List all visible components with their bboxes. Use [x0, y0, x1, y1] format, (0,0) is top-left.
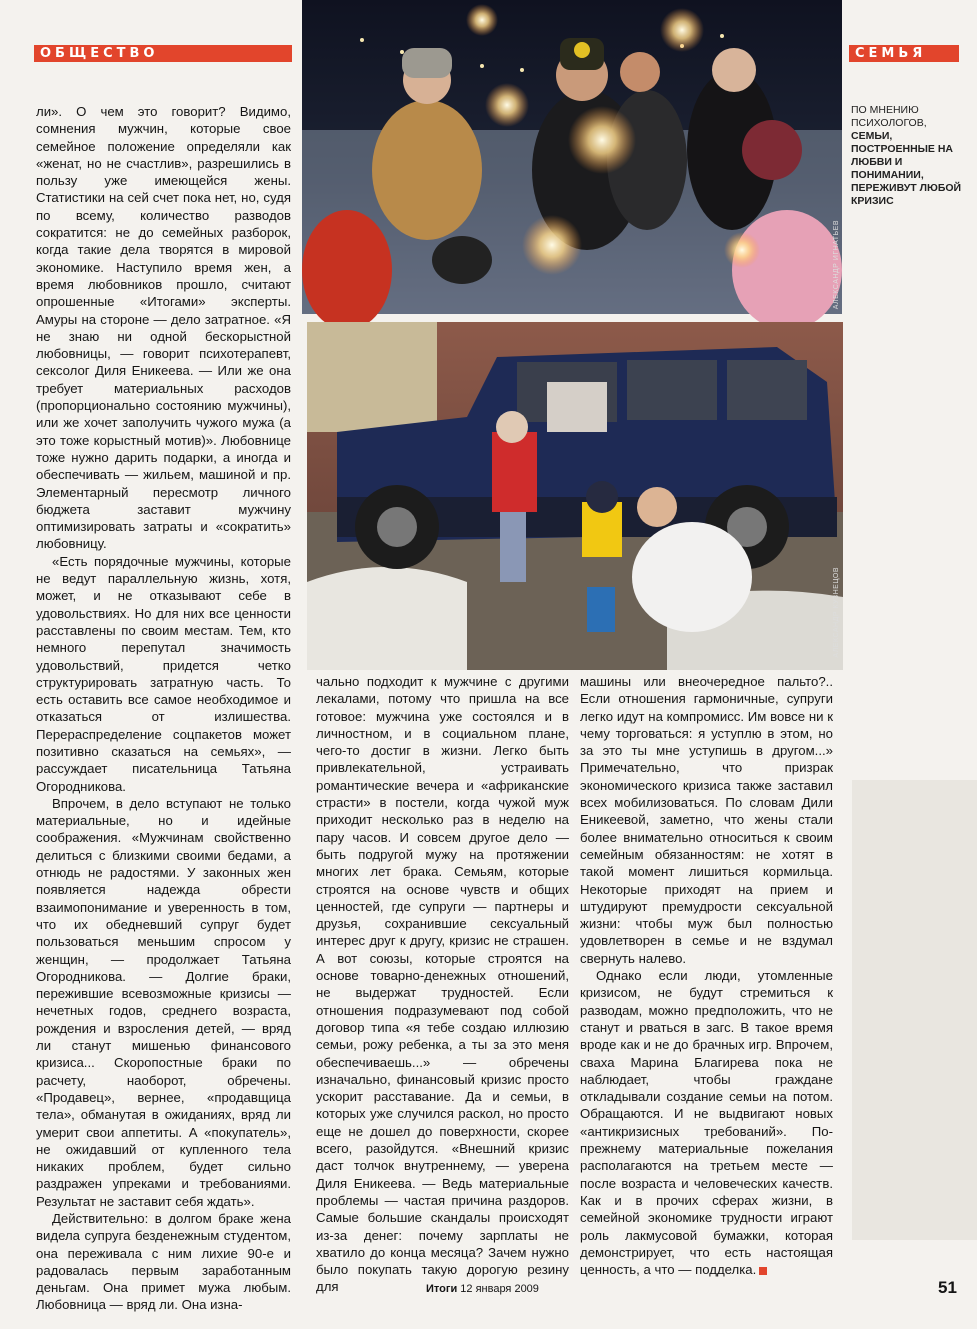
- page-number: 51: [938, 1278, 957, 1297]
- photo-sparklers-image: [302, 0, 842, 314]
- article-column-3: [580, 673, 833, 1278]
- caption-bold: СЕМЬИ, ПОСТРОЕННЫЕ НА ЛЮБВИ И ПОНИМАНИИ, ПЕРЕЖИВУТ ЛЮБОЙ КРИЗИС: [851, 130, 962, 207]
- caption-lead: ПО МНЕНИЮ ПСИХОЛОГОВ,: [851, 104, 927, 129]
- end-mark-icon: [759, 1267, 767, 1275]
- col3-para-1: машины или внеочередное пальто?.. Если отношения гармоничные, супруги легко идут на компромисс. Им вовсе ни к чему торговаться: я уступлю в этом, но за это ты мне уступишь в другом...» Примечательно, что призрак экономического кризиса также заставил всех мобилизоваться. По словам Дили Еникеевой, заметно, что жены стали более внимательно относиться к своим семейным обязанностям: не хотят в такой момент лишиться кормильца. Некоторые приходят на прием и штудируют премудрости сексуальной жизни: чтобы муж был полностью удовлетворен в семье и не вздумал свернуть налево.: [580, 674, 833, 966]
- photo-suv-image: [307, 322, 843, 670]
- photo-credit-top: АЛЕКСАНДР ИГНАТЬЕВ: [833, 220, 840, 310]
- photo-credit-bottom: АЛЕКСАНДР КУЗНЕЦОВ: [833, 567, 840, 658]
- col2-para-1: чально подходит к мужчине с другими лекалами, потому что пришла на все готовое: мужчина уже состоялся и в личностном, и в социальном плане, чего-то достиг в жизни. Легко быть привлекательной, устраивать романтические вечера и «африканские страсти» в постели, когда чужой муж приходит несколько раз в неделю на пару часов. И совсем другое дело — быть подругой мужу на протяжении многих лет брака. Семьям, которые строятся на основе чувств и общих ценностей, где супруги — партнеры и друзья, сохранившие сексуальный интерес друг к другу, кризис не страшен. А вот союзы, которые строятся на основе товарно-денежных отношений, не выдержат трудностей. Если отношения подразумевают под собой договор типа «я тебе создаю иллюзию семьи, рожу ребенка, а ты за это меня обеспечиваешь...» — обречены изначально, финансовый кризис просто ускорит расставание. Да и семьи, в которых уже случился раскол, но просто еще не дошел до поверхности, скорее всего, разойдутся. «Внешний кризис даст толчок внутреннему, — уверена Диля Еникеева. — Ведь материальные проблемы — частая причина раздоров. Самые большие скандалы происходят из-за денег: почему зарплаты не хватило до конца месяца? Зачем нужно было покупать такую дорогую резину для: [316, 674, 569, 1295]
- photo-caption: [851, 104, 963, 208]
- col1-para-1: ли». О чем это говорит? Видимо, сомнения мужчин, которые свое семейное положение определяли как «женат, но не счастлив», разрешились в пользу уже имеющейся жены. Статистики на сей счет пока нет, но, судя по всему, количество разводов сократится: не до семейных разборок, когда такие дела творятся в мировой экономике. Наступило время жен, а время любовников прошло, считают опрошенные «Итогами» эксперты. Амуры на стороне — дело затратное. «Я не знаю ни одной бескорыстной любовницы, — говорит психотерапевт, сексолог Диля Еникеева. — Или же она требует материальных расходов (пропорционально состоянию мужчины), или же хочет заполучить чужого мужа (а это тоже корыстный мотив)». Любовнице тоже нужно дарить подарки, а иногда и обеспечивать — жильем, машиной и пр. Элементарный пересмотр личного бюджета заставит мужчину оптимизировать затраты и «сократить» любовницу.: [36, 104, 291, 552]
- col3-para-2: [580, 967, 833, 1278]
- col1-para-2: «Есть порядочные мужчины, которые не ведут параллельную жизнь, хотя, может, и не отказывают себе в удовольствиях. Но для них все ценности расставлены по своим местам. Тем, кто немного перепутал значимость удовольствий, придется четко структурировать затратную часть. То есть оставить все самое необходимое и отказаться от излишества. Перераспределение соцпакетов может позитивно сказаться на семьях», — рассуждает писательница Татьяна Огородникова.: [36, 553, 291, 794]
- footer-magazine: Итоги: [426, 1283, 458, 1295]
- col1-para-3: Впрочем, в дело вступают не только материальные, но и идейные соображения. «Мужчинам свойственно делиться с близкими своими бедами, а отнюдь не радостями. У законных жен появляется надежда обрести взаимопонимание и уверенность в том, что их обедневший супруг будет пользоваться меньшим спросом у женщин, — продолжает Татьяна Огородникова. — Долгие браки, пережившие всевозможные кризисы — нечетных годов, среднего возраста, рождения и взросления детей, — вряд ли станут мишенью финансового кризиса... Скоропостные браки по расчету, наоборот, обречены. «Продавец», вернее, «продавщица тела», обманутая в ожиданиях, вряд ли умерит свои аппетиты. А «покупатель», не ожидавший от купленного тела никаких проблем, будет сильно раздражен упреками и требованиями. Результат не заставит себя ждать».: [36, 795, 291, 1209]
- page-footer: [426, 1283, 539, 1295]
- section-label-society: ОБЩЕСТВО: [34, 45, 292, 62]
- col1-para-4: Действительно: в долгом браке жена видела супруга безденежным студентом, она переживала с ним лихие 90-е и радовалась первым заработанным деньгам. Она примет мужа любым. Любовница — вряд ли. Она изна-: [36, 1211, 291, 1313]
- photo-suv-family: [307, 322, 843, 670]
- adjacent-page-bleed: [852, 780, 977, 1240]
- footer-date: 12 января 2009: [460, 1283, 539, 1295]
- col3-para-2-text: Однако если люди, утомленные кризисом, не будут стремиться к разводам, можно предположить, что не станут и рваться в загс. В такое время вроде как и не до брачных игр. Впрочем, сваха Марина Благирева пока не наблюдает, чтобы граждане откладывали создание семьи на потом. Обращаются. И не выдвигают новых «антикризисных требований». По-прежнему материальные пожелания располагаются на третьем месте — после возраста и человеческих качеств. Как и в прочих сферах жизни, в семейной экономике трудности играют роль лакмусовой бумажки, которая демонстрирует, что есть настоящая ценность, а что — подделка.: [580, 968, 833, 1278]
- section-label-family: СЕМЬЯ: [849, 45, 959, 62]
- photo-sparklers: [302, 0, 842, 314]
- article-column-1: [36, 103, 291, 1313]
